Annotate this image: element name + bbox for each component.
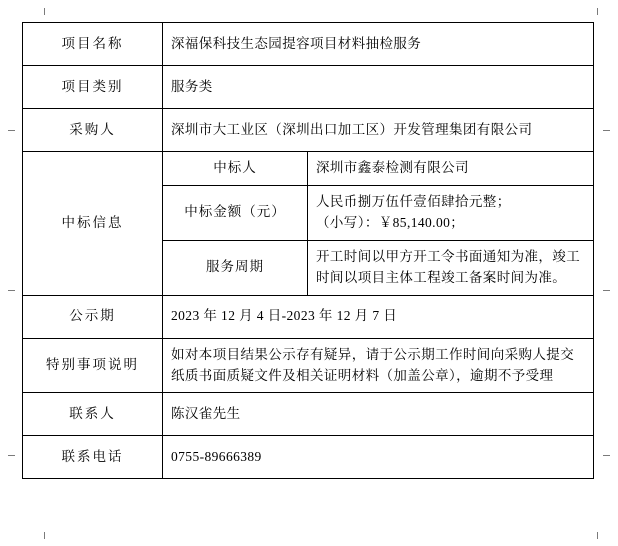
row-value-bid-amount xyxy=(308,185,594,240)
table-row xyxy=(23,393,594,436)
project-info-table xyxy=(22,22,594,479)
row-value-project-name: 深福保科技生态园提容项目材料抽检服务 xyxy=(163,23,594,66)
table-row xyxy=(23,109,594,152)
row-sublabel-bid-winner: 中标人 xyxy=(163,152,308,186)
page-tick-mark xyxy=(8,290,15,291)
row-sublabel-bid-amount: 中标金额（元） xyxy=(163,185,308,240)
row-label-special-notes: 特别事项说明 xyxy=(23,338,163,393)
table-row xyxy=(23,295,594,338)
row-value-project-category: 服务类 xyxy=(163,66,594,109)
row-sublabel-service-period: 服务周期 xyxy=(163,240,308,295)
table-row xyxy=(23,436,594,479)
table-row xyxy=(23,152,594,186)
row-value-service-period: 开工时间以甲方开工令书面通知为准，竣工时间以项目主体工程竣工备案时间为准。 xyxy=(308,240,594,295)
row-label-publicity-period: 公示期 xyxy=(23,295,163,338)
table-row xyxy=(23,23,594,66)
page-tick-mark xyxy=(8,130,15,131)
page-tick-mark xyxy=(597,8,598,15)
row-label-contact-phone: 联系电话 xyxy=(23,436,163,479)
row-label-bid-info: 中标信息 xyxy=(23,152,163,296)
page-tick-mark xyxy=(44,8,45,15)
row-label-purchaser: 采购人 xyxy=(23,109,163,152)
row-value-bid-winner: 深圳市鑫泰检测有限公司 xyxy=(308,152,594,186)
page-tick-mark xyxy=(597,532,598,539)
row-value-special-notes: 如对本项目结果公示存有疑异，请于公示期工作时间向采购人提交纸质书面质疑文件及相关证明材料（加盖公章），逾期不予受理 xyxy=(163,338,594,393)
page-tick-mark xyxy=(603,130,610,131)
bid-amount-line-uppercase: 人民币捌万伍仟壹佰肆拾元整； xyxy=(316,193,511,209)
row-value-publicity-period: 2023 年 12 月 4 日-2023 年 12 月 7 日 xyxy=(163,295,594,338)
page-tick-mark xyxy=(603,455,610,456)
table-row xyxy=(23,66,594,109)
page-tick-mark xyxy=(603,290,610,291)
table-row xyxy=(23,338,594,393)
row-value-contact-phone: 0755-89666389 xyxy=(163,436,594,479)
row-label-project-name: 项目名称 xyxy=(23,23,163,66)
row-value-contact-person: 陈汉雀先生 xyxy=(163,393,594,436)
row-value-purchaser: 深圳市大工业区（深圳出口加工区）开发管理集团有限公司 xyxy=(163,109,594,152)
row-label-project-category: 项目类别 xyxy=(23,66,163,109)
bid-amount-line-lowercase: （小写）：￥85,140.00； xyxy=(316,214,465,230)
row-label-contact-person: 联系人 xyxy=(23,393,163,436)
page-tick-mark xyxy=(44,532,45,539)
page-tick-mark xyxy=(8,455,15,456)
